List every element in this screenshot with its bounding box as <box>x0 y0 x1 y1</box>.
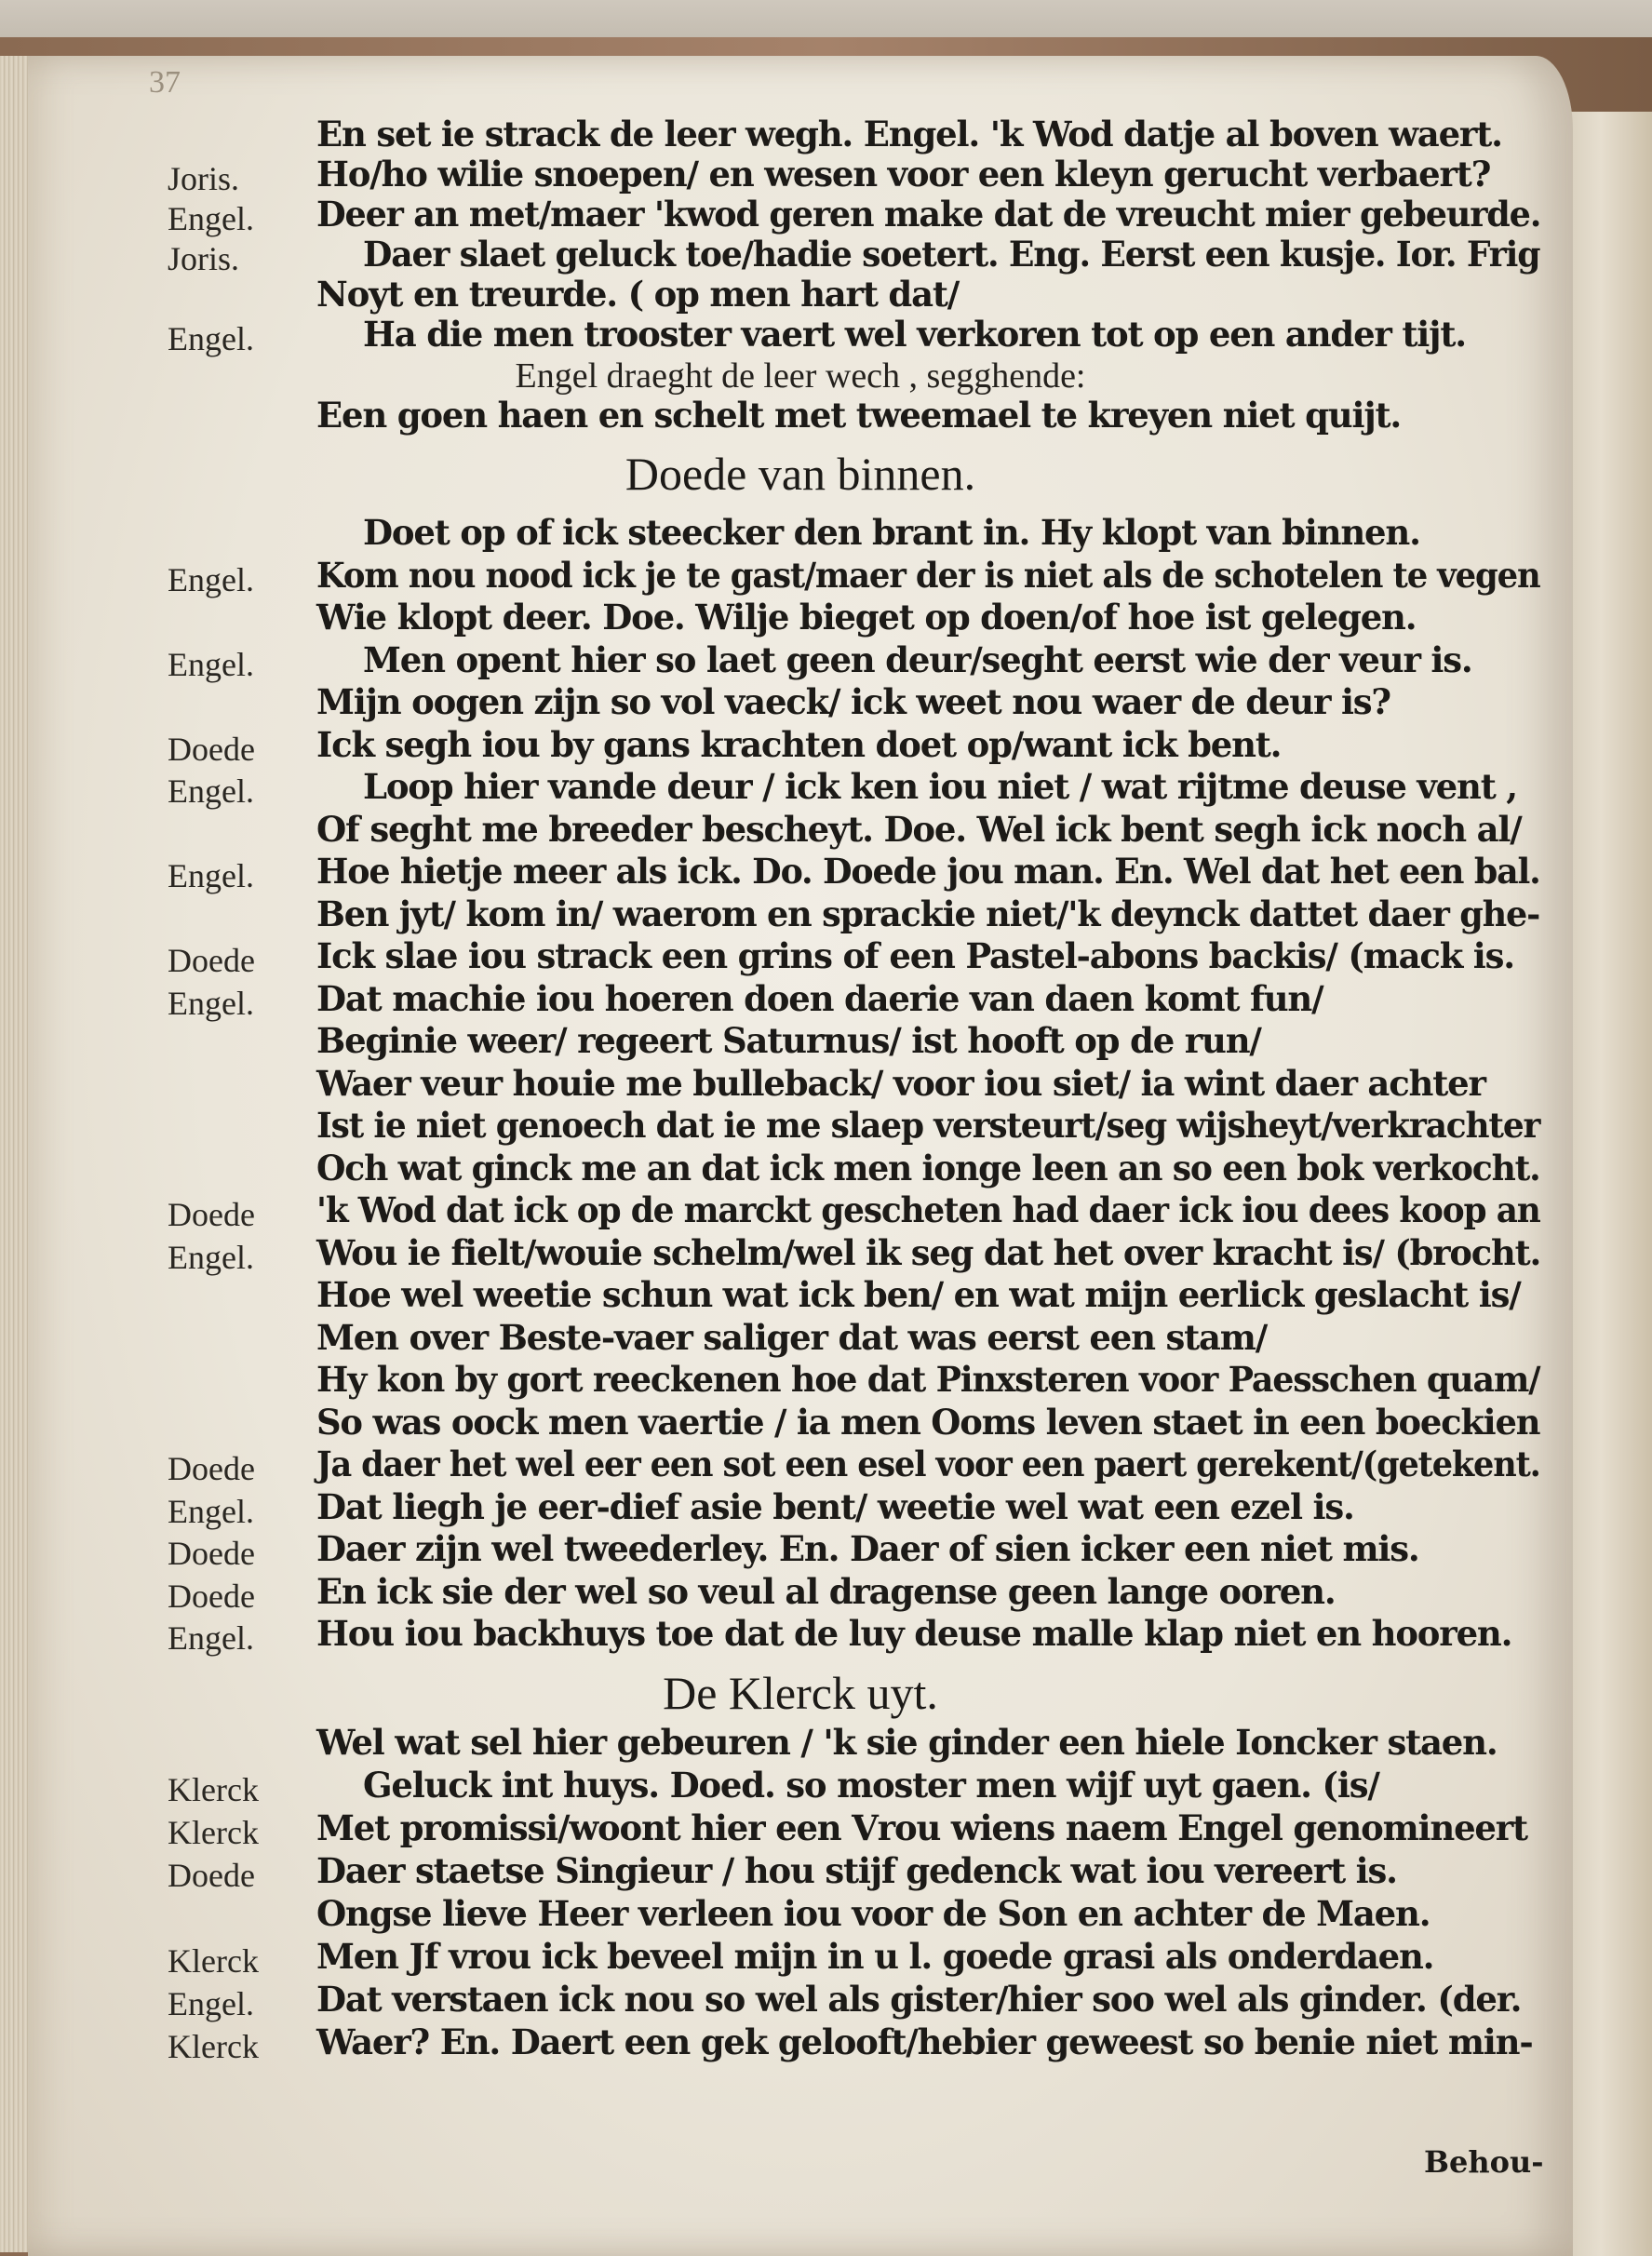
dialogue-line <box>28 1359 1573 1403</box>
scene-heading: De Klerck uyt. <box>663 1667 938 1719</box>
verse-text: Ist ie niet genoech dat ie me slaep versteurt/seg wijsheyt/verkrachter <box>316 1105 1540 1146</box>
dialogue-line <box>28 1105 1573 1149</box>
speaker-name: Engel. <box>168 984 254 1022</box>
text-block <box>28 56 1573 2256</box>
dialogue-line <box>28 1850 1573 1895</box>
dialogue-line <box>28 274 1573 318</box>
speaker-name: Doede <box>168 1857 255 1894</box>
dialogue-line <box>28 724 1573 769</box>
verse-text: Beginie weer/ regeert Saturnus/ ist hooft op de run/ <box>316 1020 1261 1061</box>
dialogue-line <box>28 555 1573 599</box>
dialogue-line <box>28 1402 1573 1446</box>
speaker-name: Doede <box>168 1450 255 1487</box>
speaker-name: Joris. <box>168 160 240 197</box>
dialogue-line <box>28 978 1573 1023</box>
dialogue-line <box>28 2021 1573 2066</box>
verse-text: En ick sie der wel so veul al dragense geen lange ooren. <box>316 1570 1336 1612</box>
dialogue-line <box>28 1613 1573 1658</box>
verse-text: Waer veur houie me bulleback/ voor iou siet/ ia wint daer achter <box>316 1062 1485 1104</box>
verse-text: Een goen haen en schelt met tweemael te kreyen niet quijt. <box>316 395 1402 436</box>
speaker-name: Engel. <box>168 560 254 598</box>
verse-text: Och wat ginck me an dat ick men ionge leen an so een bok verkocht. <box>316 1147 1540 1188</box>
verse-text: Hoe hietje meer als ick. Do. Doede jou man. En. Wel dat het een bal. <box>316 851 1540 892</box>
speaker-name: Doede <box>168 730 255 768</box>
verse-text: Daer zijn wel tweederley. En. Daer of sien icker een niet mis. <box>316 1528 1419 1569</box>
dialogue-line <box>28 639 1573 684</box>
verse-line <box>28 395 1573 439</box>
dialogue-line <box>28 512 1573 557</box>
speaker-name: Doede <box>168 1577 255 1615</box>
speaker-name: Doede <box>168 1535 255 1572</box>
verse-text: Waer? En. Daert een gek gelooft/hebier geweest so benie niet min- <box>316 2021 1533 2062</box>
speaker-name: Engel. <box>168 1238 254 1276</box>
dialogue-line <box>28 234 1573 278</box>
verse-text: Ick segh iou by gans krachten doet op/want ick bent. <box>316 723 1282 765</box>
dialogue-line <box>28 1936 1573 1981</box>
speaker-name: Klerck <box>168 1771 259 1808</box>
catchword: Behou- <box>1424 2144 1544 2180</box>
speaker-name: Engel. <box>168 320 254 357</box>
verse-text: Ben jyt/ kom in/ waerom en sprackie niet/'k deynck dattet daer ghe- <box>316 893 1540 934</box>
speaker-name: Engel. <box>168 857 254 894</box>
verse-text: Deer an met/maer 'kwod geren make dat de vreucht mier gebeurde. <box>316 194 1541 235</box>
book-page <box>28 56 1573 2256</box>
speaker-name: Joris. <box>168 240 240 277</box>
speaker-name: Doede <box>168 942 255 979</box>
verse-text: Of seght me breeder bescheyt. Doe. Wel ick bent segh ick noch al/ <box>316 808 1522 850</box>
verse-text: Dat verstaen ick nou so wel als gister/hier soo wel als ginder. (der. <box>316 1979 1522 2020</box>
dialogue-line <box>28 1979 1573 2023</box>
verse-text: Hou iou backhuys toe dat de luy deuse malle klap niet en hooren. <box>316 1613 1512 1654</box>
verse-text: Hy kon by gort reeckenen hoe dat Pinxsteren voor Paesschen quam/ <box>316 1359 1540 1400</box>
speaker-name: Klerck <box>168 1814 259 1851</box>
verse-text: Doet op of ick steecker den brant in. Hy klopt van binnen. <box>363 512 1420 553</box>
speaker-name: Klerck <box>168 1942 259 1980</box>
verse-text: Geluck int huys. Doed. so moster men wijf uyt gaen. (is/ <box>363 1765 1379 1806</box>
dialogue-line <box>28 1807 1573 1852</box>
verse-text: Wel wat sel hier gebeuren / 'k sie ginder een hiele Ioncker staen. <box>316 1722 1498 1763</box>
dialogue-line <box>28 1148 1573 1192</box>
verse-text: Mijn oogen zijn so vol vaeck/ ick weet nou waer de deur is? <box>316 681 1390 722</box>
verse-text: Met promissi/woont hier een Vrou wiens naem Engel genomineert <box>316 1807 1527 1848</box>
speaker-name: Doede <box>168 1196 255 1233</box>
scene-heading: Doede van binnen. <box>625 448 976 500</box>
speaker-name: Engel. <box>168 1985 254 2022</box>
verse-text: Men over Beste-vaer saliger dat was eerst een stam/ <box>316 1316 1268 1358</box>
dialogue-line <box>28 194 1573 238</box>
dialogue-line <box>28 766 1573 811</box>
verse-text: Ongse lieve Heer verleen iou voor de Son en achter de Maen. <box>316 1893 1430 1934</box>
dialogue-line <box>28 314 1573 358</box>
dialogue-line <box>28 1274 1573 1319</box>
verse-text: 'k Wod dat ick op de marckt gescheten had daer ick iou dees koop an <box>316 1189 1540 1230</box>
dialogue-line <box>28 1528 1573 1573</box>
speaker-name: Engel. <box>168 1619 254 1657</box>
dialogue-line <box>28 597 1573 641</box>
verse-text: En set ie strack de leer wegh. Engel. 'k Wod datje al boven waert. <box>316 114 1502 154</box>
dialogue-line <box>28 1571 1573 1616</box>
dialogue-line <box>28 1020 1573 1065</box>
verse-text: Dat machie iou hoeren doen daerie van daen komt fun/ <box>316 977 1323 1019</box>
verse-text: Daer slaet geluck toe/hadie soetert. Eng. Eerst een kusje. Ior. Frig <box>363 234 1540 275</box>
verse-text: Ho/ho wilie snoepen/ en wesen voor een kleyn gerucht verbaert? <box>316 154 1491 195</box>
speaker-name: Klerck <box>168 2028 259 2065</box>
dialogue-line <box>28 1232 1573 1277</box>
dialogue-line <box>28 681 1573 726</box>
verse-text: Hoe wel weetie schun wat ick ben/ en wat mijn eerlick geslacht is/ <box>316 1274 1521 1315</box>
verse-text: Ha die men trooster vaert wel verkoren tot op een ander tijt. <box>363 314 1466 355</box>
dialogue-line <box>28 851 1573 895</box>
speaker-name: Engel. <box>168 1492 254 1530</box>
verse-text: Loop hier vande deur / ick ken iou niet / wat rijtme deuse vent , <box>363 766 1517 807</box>
speaker-name: Engel. <box>168 772 254 810</box>
dialogue-line <box>28 1486 1573 1531</box>
facing-page-edge <box>1564 112 1652 2256</box>
verse-text: Men opent hier so laet geen deur/seght eerst wie der veur is. <box>363 638 1472 680</box>
dialogue-line <box>28 114 1573 158</box>
dialogue-line <box>28 1444 1573 1488</box>
verse-text: Wou ie fielt/wouie schelm/wel ik seg dat het over kracht is/ (brocht. <box>316 1231 1541 1273</box>
dialogue-line <box>28 1722 1573 1766</box>
speaker-name: Engel. <box>168 645 254 683</box>
dialogue-line <box>28 1317 1573 1362</box>
dialogue-line <box>28 893 1573 938</box>
verse-text: So was oock men vaertie / ia men Ooms leven staet in een boeckien <box>316 1401 1540 1443</box>
dialogue-line <box>28 154 1573 198</box>
verse-text: Daer staetse Singieur / hou stijf gedenck wat iou vereert is. <box>316 1850 1397 1891</box>
page-number: 37 <box>149 65 181 100</box>
verse-text: Noyt en treurde. ( op men hart dat/ <box>316 274 960 315</box>
verse-text: Dat liegh je eer-dief asie bent/ weetie wel wat een ezel is. <box>316 1485 1354 1527</box>
verse-text: Ja daer het wel eer een sot een esel voor een paert gerekent/(getekent. <box>316 1444 1540 1484</box>
dialogue-line <box>28 1893 1573 1938</box>
dialogue-line <box>28 1189 1573 1234</box>
stage-direction: Engel draeght de leer wech , segghende: <box>515 356 1086 396</box>
verse-text: Wie klopt deer. Doe. Wilje bieget op doen/of hoe ist gelegen. <box>316 597 1417 638</box>
dialogue-line <box>28 809 1573 853</box>
speaker-name: Engel. <box>168 200 254 237</box>
dialogue-line <box>28 1063 1573 1108</box>
verse-text: Ick slae iou strack een grins of een Pastel-abons backis/ (mack is. <box>316 935 1514 976</box>
dialogue-line <box>28 1765 1573 1809</box>
dialogue-line <box>28 935 1573 980</box>
verse-text: Kom nou nood ick je te gast/maer der is niet als de schotelen te vegen <box>316 554 1540 596</box>
verse-text: Men Jf vrou ick beveel mijn in u l. goede grasi als onderdaen. <box>316 1936 1434 1977</box>
